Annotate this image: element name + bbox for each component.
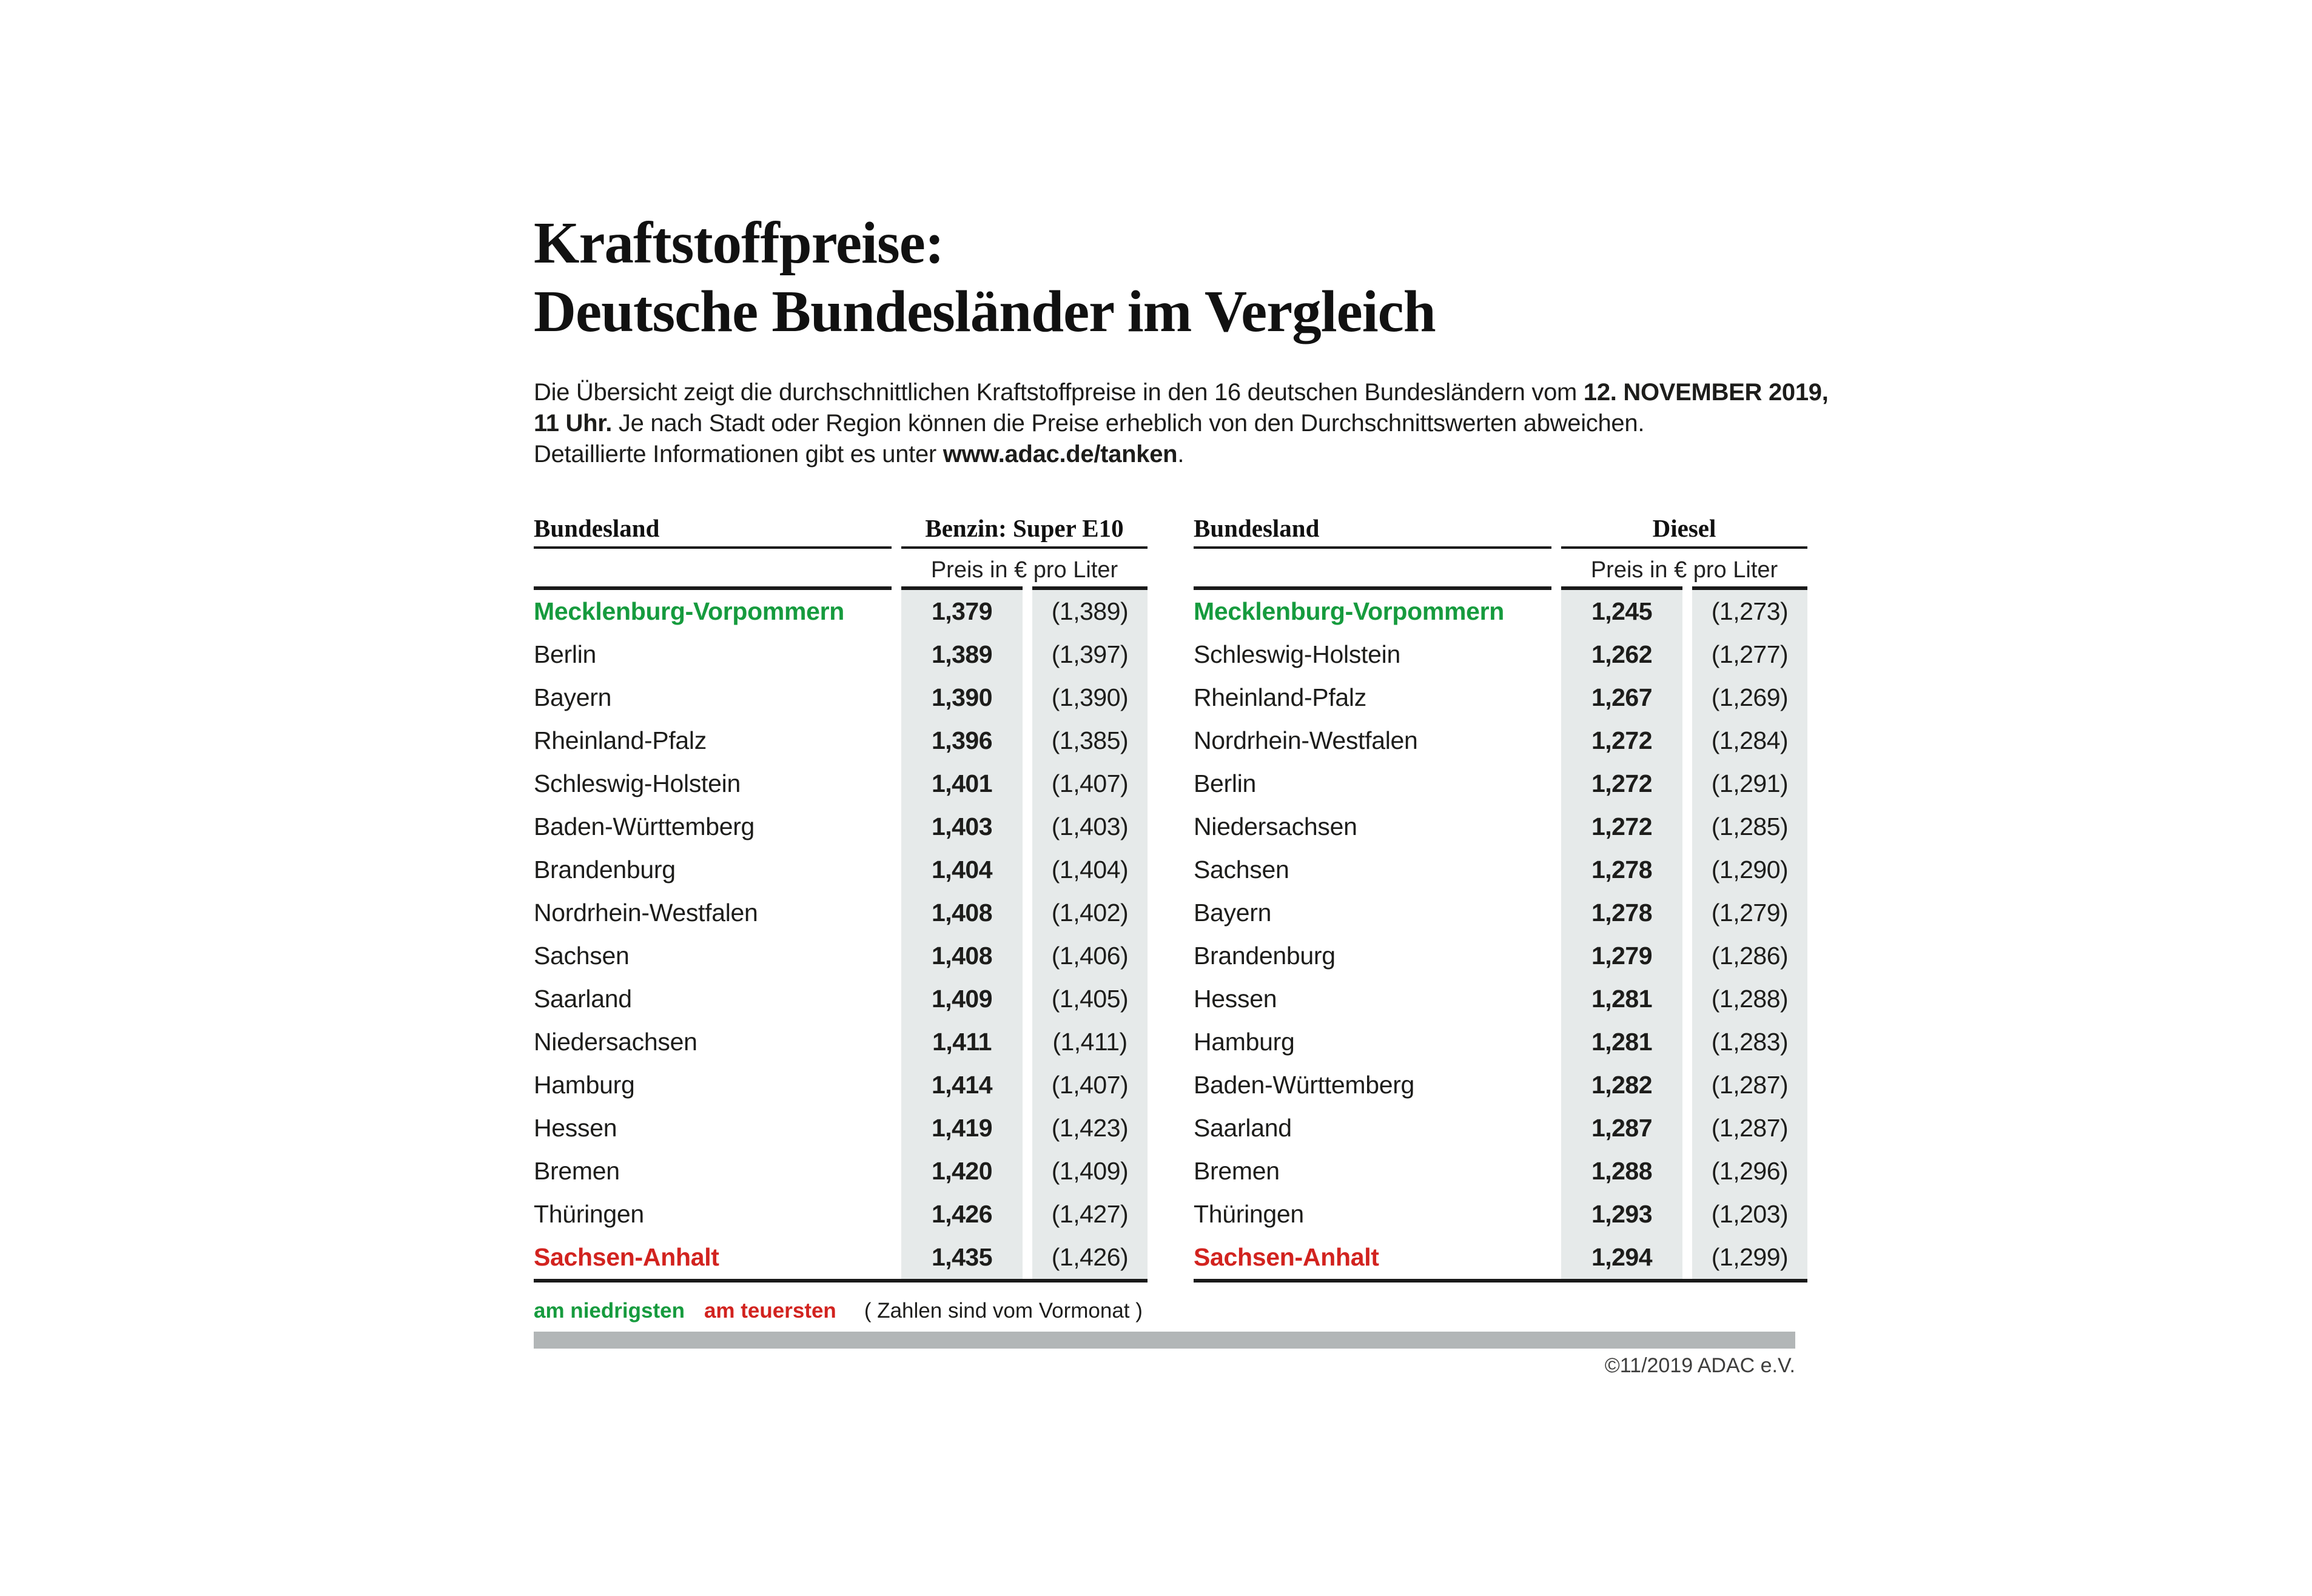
- price-current: 1,287: [1561, 1107, 1682, 1150]
- price-previous-month: (1,423): [1032, 1107, 1148, 1150]
- price-previous-month: (1,283): [1692, 1021, 1807, 1064]
- price-previous-month: (1,407): [1032, 1064, 1148, 1107]
- price-current: 1,401: [901, 762, 1023, 805]
- table-row: [1194, 805, 1807, 848]
- price-current: 1,414: [901, 1064, 1023, 1107]
- table-row: [1194, 977, 1807, 1021]
- state-name: Schleswig-Holstein: [1194, 640, 1400, 668]
- state-name: Thüringen: [534, 1200, 644, 1228]
- title-line-1: Kraftstoffpreise:: [534, 210, 944, 275]
- price-current: 1,420: [901, 1150, 1023, 1193]
- table-header-row: [1194, 511, 1807, 546]
- header-rule: [534, 546, 1148, 549]
- price-current: 1,278: [1561, 848, 1682, 891]
- price-previous-month: (1,402): [1032, 891, 1148, 934]
- price-current: 1,419: [901, 1107, 1023, 1150]
- table-row: [534, 762, 1148, 805]
- price-current: 1,390: [901, 676, 1023, 719]
- price-previous-month: (1,411): [1032, 1021, 1148, 1064]
- state-name: Bremen: [1194, 1157, 1280, 1185]
- table-row: [534, 1064, 1148, 1107]
- price-current: 1,435: [901, 1236, 1023, 1279]
- price-current: 1,281: [1561, 1021, 1682, 1064]
- divider-bar: [534, 1332, 1795, 1349]
- state-name: Mecklenburg-Vorpommern: [1194, 597, 1505, 625]
- legend-note: ( Zahlen sind vom Vormonat ): [864, 1299, 1143, 1323]
- legend: [534, 1299, 1143, 1323]
- state-name: Thüringen: [1194, 1200, 1304, 1228]
- table-row: [1194, 676, 1807, 719]
- unit-label: Preis in € pro Liter: [930, 557, 1118, 583]
- bottom-rule: [534, 1279, 1148, 1282]
- state-name: Rheinland-Pfalz: [1194, 683, 1366, 711]
- table-row: [1194, 1064, 1807, 1107]
- table-row: [1194, 848, 1807, 891]
- price-current: 1,279: [1561, 934, 1682, 977]
- price-previous-month: (1,288): [1692, 977, 1807, 1021]
- price-previous-month: (1,284): [1692, 719, 1807, 762]
- price-current: 1,245: [1561, 590, 1682, 633]
- table-row: [534, 977, 1148, 1021]
- table-row: [534, 934, 1148, 977]
- copyright-note: ©11/2019 ADAC e.V.: [1604, 1354, 1795, 1377]
- table-row: [534, 1150, 1148, 1193]
- price-current: 1,411: [901, 1021, 1023, 1064]
- price-current: 1,262: [1561, 633, 1682, 676]
- price-previous-month: (1,404): [1032, 848, 1148, 891]
- price-previous-month: (1,290): [1692, 848, 1807, 891]
- state-name: Bayern: [534, 683, 612, 711]
- price-previous-month: (1,277): [1692, 633, 1807, 676]
- price-current: 1,267: [1561, 676, 1682, 719]
- price-previous-month: (1,286): [1692, 934, 1807, 977]
- table-row: [534, 848, 1148, 891]
- state-name: Nordrhein-Westfalen: [534, 899, 758, 927]
- unit-label: Preis in € pro Liter: [1590, 557, 1778, 583]
- price-previous-month: (1,397): [1032, 633, 1148, 676]
- state-name: Bayern: [1194, 899, 1272, 927]
- column-header-bundesland: Bundesland: [534, 514, 660, 542]
- price-current: 1,272: [1561, 762, 1682, 805]
- price-previous-month: (1,406): [1032, 934, 1148, 977]
- state-name: Niedersachsen: [534, 1028, 697, 1056]
- price-current: 1,281: [1561, 977, 1682, 1021]
- price-previous-month: (1,426): [1032, 1236, 1148, 1279]
- state-name: Brandenburg: [1194, 942, 1336, 970]
- state-name: Sachsen-Anhalt: [534, 1243, 719, 1271]
- price-previous-month: (1,291): [1692, 762, 1807, 805]
- column-header-bundesland: Bundesland: [1194, 514, 1320, 542]
- price-current: 1,396: [901, 719, 1023, 762]
- price-current: 1,409: [901, 977, 1023, 1021]
- state-name: Brandenburg: [534, 856, 676, 884]
- state-name: Nordrhein-Westfalen: [1194, 726, 1418, 754]
- state-name: Berlin: [534, 640, 597, 668]
- legend-lowest-label: am niedrigsten: [534, 1299, 685, 1323]
- price-current: 1,294: [1561, 1236, 1682, 1279]
- table-row: [1194, 719, 1807, 762]
- price-current: 1,389: [901, 633, 1023, 676]
- table-row: [534, 590, 1148, 633]
- price-current: 1,288: [1561, 1150, 1682, 1193]
- state-name: Baden-Württemberg: [1194, 1071, 1415, 1099]
- state-name: Hessen: [534, 1114, 617, 1142]
- state-name: Sachsen: [534, 942, 630, 970]
- price-current: 1,278: [1561, 891, 1682, 934]
- table-diesel: [1194, 511, 1807, 1282]
- price-previous-month: (1,287): [1692, 1107, 1807, 1150]
- price-tables: [534, 511, 1807, 1282]
- state-name: Schleswig-Holstein: [534, 770, 741, 797]
- bottom-rule: [1194, 1279, 1807, 1282]
- price-current: 1,426: [901, 1193, 1023, 1236]
- state-name: Berlin: [1194, 770, 1257, 797]
- price-current: 1,272: [1561, 805, 1682, 848]
- price-current: 1,293: [1561, 1193, 1682, 1236]
- table-row: [534, 676, 1148, 719]
- price-previous-month: (1,269): [1692, 676, 1807, 719]
- price-current: 1,403: [901, 805, 1023, 848]
- intro-line: Detaillierte Informationen gibt es unter www.adac.de/tanken.: [534, 441, 1185, 468]
- table-row: [534, 1021, 1148, 1064]
- state-name: Saarland: [1194, 1114, 1292, 1142]
- table-row: [534, 1193, 1148, 1236]
- table-row: [534, 805, 1148, 848]
- price-previous-month: (1,285): [1692, 805, 1807, 848]
- price-previous-month: (1,405): [1032, 977, 1148, 1021]
- price-previous-month: (1,407): [1032, 762, 1148, 805]
- price-previous-month: (1,296): [1692, 1150, 1807, 1193]
- table-row: [1194, 1021, 1807, 1064]
- price-previous-month: (1,299): [1692, 1236, 1807, 1279]
- table-row: [1194, 1236, 1807, 1279]
- table-row: [1194, 934, 1807, 977]
- table-row: [534, 1236, 1148, 1279]
- table-benzin-super-e10: [534, 511, 1148, 1282]
- price-previous-month: (1,203): [1692, 1193, 1807, 1236]
- table-row: [1194, 1107, 1807, 1150]
- table-row: [534, 1107, 1148, 1150]
- state-name: Saarland: [534, 985, 632, 1013]
- price-previous-month: (1,287): [1692, 1064, 1807, 1107]
- legend-highest-label: am teuersten: [704, 1299, 836, 1323]
- table-row: [534, 891, 1148, 934]
- price-previous-month: (1,389): [1032, 590, 1148, 633]
- state-name: Hessen: [1194, 985, 1277, 1013]
- price-current: 1,282: [1561, 1064, 1682, 1107]
- price-previous-month: (1,403): [1032, 805, 1148, 848]
- state-name: Sachsen-Anhalt: [1194, 1243, 1379, 1271]
- price-previous-month: (1,409): [1032, 1150, 1148, 1193]
- unit-row: [1194, 549, 1807, 586]
- intro-text: [534, 377, 1829, 471]
- price-current: 1,408: [901, 891, 1023, 934]
- state-name: Sachsen: [1194, 856, 1289, 884]
- price-previous-month: (1,390): [1032, 676, 1148, 719]
- table-row: [1194, 891, 1807, 934]
- intro-line: Die Übersicht zeigt die durchschnittlichen Kraftstoffpreise in den 16 deutschen Bundesländern vom 12. NOVEMBER 2019,: [534, 379, 1829, 406]
- price-current: 1,408: [901, 934, 1023, 977]
- unit-row: [534, 549, 1148, 586]
- state-name: Niedersachsen: [1194, 813, 1357, 840]
- state-name: Hamburg: [1194, 1028, 1295, 1056]
- table-row: [534, 633, 1148, 676]
- state-name: Hamburg: [534, 1071, 635, 1099]
- state-name: Rheinland-Pfalz: [534, 726, 707, 754]
- table-header-row: [534, 511, 1148, 546]
- state-name: Bremen: [534, 1157, 620, 1185]
- column-header-fuel: Benzin: Super E10: [925, 514, 1124, 542]
- state-name: Baden-Württemberg: [534, 813, 755, 840]
- price-current: 1,404: [901, 848, 1023, 891]
- title-line-2: Deutsche Bundesländer im Vergleich: [534, 278, 1436, 344]
- price-previous-month: (1,273): [1692, 590, 1807, 633]
- state-name: Mecklenburg-Vorpommern: [534, 597, 845, 625]
- table-row: [1194, 1150, 1807, 1193]
- price-current: 1,379: [901, 590, 1023, 633]
- table-row: [1194, 590, 1807, 633]
- header-rule: [1194, 546, 1807, 549]
- price-previous-month: (1,427): [1032, 1193, 1148, 1236]
- price-current: 1,272: [1561, 719, 1682, 762]
- table-row: [1194, 762, 1807, 805]
- price-previous-month: (1,279): [1692, 891, 1807, 934]
- table-row: [1194, 633, 1807, 676]
- table-row: [534, 719, 1148, 762]
- table-row: [1194, 1193, 1807, 1236]
- intro-line: 11 Uhr. Je nach Stadt oder Region können die Preise erheblich von den Durchschnittswerten abweichen.: [534, 410, 1645, 437]
- column-header-fuel: Diesel: [1652, 514, 1716, 542]
- price-previous-month: (1,385): [1032, 719, 1148, 762]
- page-title: [534, 209, 1436, 346]
